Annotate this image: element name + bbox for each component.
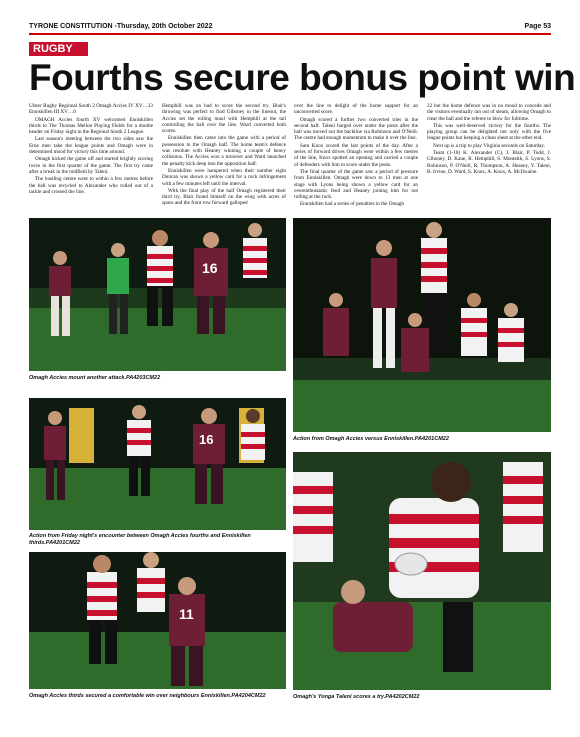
paragraph: Ulster Rugby Regional South 2 Omagh Accies IV XV…33 Enniskillen III XV…0 xyxy=(29,103,153,116)
header-rule xyxy=(29,33,551,35)
paragraph: Omagh scored a further two converted tries in the second half. Taleni barged over under the posts after the ball was moved out the backline via Robinson and O'Neill. The centre had enough momentum to make it over the line. xyxy=(294,116,418,142)
jersey-number: 16 xyxy=(202,260,218,276)
caption-photo3: Action from Friday night's encounter between Omagh Accies fourths and Enniskillen thirds.PA4201CM22 xyxy=(29,533,251,546)
jersey-number: 11 xyxy=(179,606,194,622)
paragraph: OMAGH Accies fourth XV welcomed Enniskillen thirds to The Thomas Mellon Playing Fields for a double header on Friday night in the Regional South 2 League. xyxy=(29,116,153,136)
paragraph: The final quarter of the game saw a period of pressure from Enniskillen. Omagh were down to 13 men at one stage with Lyons being shown a yellow card for an overenthusiastic fend and Heaney joining him for not rolling at the ruck. xyxy=(294,168,418,201)
paragraph: Enniskillen were hampered when their number eight Duncan was shown a yellow card for a ruck infringement with a few minutes left until the interval. xyxy=(162,167,286,187)
paragraph: Team (1-18) K. Alexander (C), J. Blair, P. Todd, J. Giboney, D. Kane, R. Hemphill, S. Monteith, S. Lyons, S. Robinson, P. O'Neill, R. Thompson, A. Heaney, Y. Taleni, B. Irvine, D. Ward, S. Knox, A. Knox, A. McIlwaine. xyxy=(427,150,551,175)
section-label: RUGBY xyxy=(29,42,88,56)
caption-photo4: Omagh Accies thirds secured a comfortable win over neighbours Enniskillen.PA4204CM22 xyxy=(29,693,266,699)
article-column-3 xyxy=(294,103,418,209)
caption-photo5: Omagh's Yonga Taleni scores a try.PA4202CM22 xyxy=(293,694,420,700)
paragraph: 22 but the home defence was in no mood to concede and the visitors eventually ran out of steam, allowing Omagh to clear the ball and the referee to blow for fulltime. xyxy=(427,103,551,122)
paragraph: With the final play of the half Omagh registered their third try, Blair found himself on the wing with acres of space and the front row forward galloped xyxy=(162,187,286,207)
photo-taleni-try xyxy=(293,452,551,690)
paragraph: Enniskillen had a series of penalties in the Omagh xyxy=(300,201,405,208)
photo-accies-attack xyxy=(29,218,286,371)
article-column-4 xyxy=(427,103,551,176)
paragraph: Sam Knox scored the last points of the day. After a series of forward drives Omagh were within a few metres of the line, Knox spotted an opening and carried a couple of defenders with him to score under the posts. xyxy=(294,142,418,168)
paragraph: Enniskillen then came into the game with a period of possession in the Omagh half. The home team's defence was resolute with Heaney winning a couple of heavy collisions. The Accies won a turnover and Ward launched the penalty kick deep into the opposition half. xyxy=(162,135,286,167)
paragraph: Last season's meeting between the two sides saw the Erne men take the league points and Omagh were in determined mood for victory this time around. xyxy=(29,136,153,156)
caption-photo1: Omagh Accies mount another attack.PA4203CM22 xyxy=(29,375,161,381)
page-header xyxy=(29,20,551,34)
photo-friday-encounter xyxy=(29,398,286,530)
article-column-1 xyxy=(29,103,153,196)
photo-comfortable-win xyxy=(29,552,286,689)
article-body xyxy=(29,103,551,208)
paragraph: Next up is a trip to play Virginia seconds on Saturday. xyxy=(433,142,545,149)
paragraph: over the line to delight of the home support for an unconverted score. xyxy=(294,103,418,116)
paragraph: Hemphill was on had to score the second try. Blair's throwing was perfect to find Giboney in the lineout, the Accies set the rolling maul with Hemphill at the tail controlling the ball over the line. Ward converted both scores. xyxy=(162,103,286,135)
page-number: Page 53 xyxy=(524,23,551,30)
caption-photo2: Action from Omagh Accies versus Enniskillen.PA4201CM22 xyxy=(293,436,449,442)
headline: Fourths secure bonus point win xyxy=(29,57,576,98)
paragraph: The bustling centre went to within a few metres before the ball was recycled to Alexander who rolled out of a tackle and crossed the line. xyxy=(29,176,153,195)
photo-lineout xyxy=(293,218,551,432)
paragraph: This was well-deserved victory for the fourths. The playing group can be delighted not only with the five league points but keeping a clean sheet at the other end. xyxy=(427,122,551,142)
publication-line: TYRONE CONSTITUTION -Thursday, 20th October 2022 xyxy=(29,23,213,30)
jersey-number: 16 xyxy=(199,432,214,447)
article-column-2 xyxy=(162,103,286,208)
paragraph: Omagh kicked the game off and started brightly scoring twice in the first quarter of the game. The first try came after a break in the midfield by Taleni. xyxy=(29,156,153,175)
